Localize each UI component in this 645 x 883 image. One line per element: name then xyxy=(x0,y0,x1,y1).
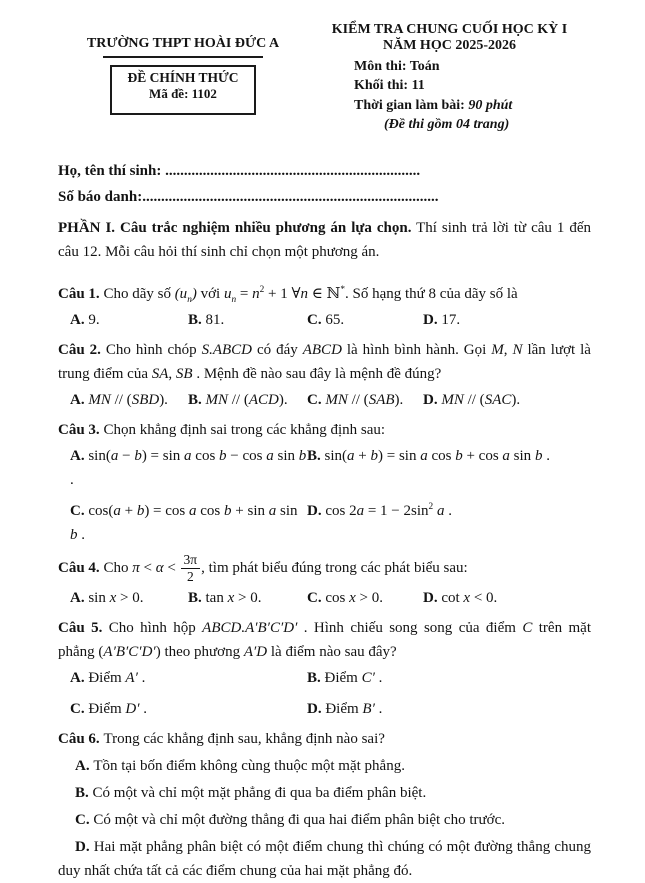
exam-meta xyxy=(354,57,591,134)
text-segment: a xyxy=(110,447,119,464)
text-segment: SA xyxy=(151,365,169,382)
question-number: Câu 6. xyxy=(58,731,104,748)
text-segment: − cos xyxy=(226,447,267,464)
text-segment: N xyxy=(512,341,523,358)
text-segment: 2 xyxy=(259,284,265,295)
text-segment: ABCD xyxy=(302,341,342,358)
school-name: TRƯỜNG THPT HOÀI ĐỨC A xyxy=(86,36,280,51)
question-text xyxy=(58,282,591,306)
text-segment: 9. xyxy=(88,311,100,328)
pages-note: (Đề thi gồm 04 trang) xyxy=(384,116,510,132)
option-a xyxy=(70,388,188,412)
text-segment: ) = sin xyxy=(141,447,185,464)
text-segment: . xyxy=(542,447,550,464)
student-id-dots: ............................................................................... xyxy=(142,188,439,205)
text-segment: ). xyxy=(278,391,288,408)
text-segment: . xyxy=(374,670,383,687)
text-segment: = xyxy=(236,285,253,302)
option-letter: A. xyxy=(70,670,89,687)
question-number: Câu 4. xyxy=(58,559,104,576)
question-1 xyxy=(58,282,591,332)
text-segment: (u xyxy=(174,285,188,302)
text-segment: // ( xyxy=(347,391,369,408)
text-segment: − xyxy=(118,447,135,464)
option-letter: C. xyxy=(307,311,326,328)
option-letter: B. xyxy=(307,670,325,687)
text-segment: cos xyxy=(196,502,225,519)
header-right-block xyxy=(308,22,591,134)
text-segment: Cho hình chóp xyxy=(105,341,202,358)
option-letter: A. xyxy=(70,311,89,328)
text-segment: SBD xyxy=(131,391,160,408)
text-segment: A′ xyxy=(125,670,138,687)
text-segment: 81. xyxy=(205,311,225,328)
text-segment: n xyxy=(231,294,237,305)
text-segment: a xyxy=(502,447,510,464)
option-d xyxy=(423,308,591,332)
text-segment: > 0. xyxy=(234,590,262,607)
text-segment: > 0. xyxy=(116,590,144,607)
text-segment: a xyxy=(266,447,274,464)
option-c xyxy=(307,308,423,332)
options-group xyxy=(70,666,591,721)
duration-value: 90 phút xyxy=(468,97,513,113)
text-segment: ∈ ℕ xyxy=(308,285,341,302)
option-a xyxy=(58,754,591,778)
text-segment: với xyxy=(196,285,224,302)
text-segment: α xyxy=(155,559,164,576)
text-segment: Hai mặt phẳng phân biệt có một điểm chung thì chúng có một đường thẳng chung duy nhất chứa tất cả các điểm chung của hai mặt phẳng đó. xyxy=(58,839,591,880)
option-letter: D. xyxy=(75,839,94,856)
option-b xyxy=(307,444,591,492)
text-segment: Có một và chỉ một mặt phẳng đi qua ba điểm phân biệt. xyxy=(92,785,427,802)
text-segment: b xyxy=(224,502,232,519)
text-segment: cos 2 xyxy=(325,502,357,519)
text-segment: // ( xyxy=(463,391,485,408)
text-segment: D′ xyxy=(125,701,140,718)
option-c xyxy=(307,586,423,610)
text-segment: n xyxy=(187,294,192,305)
text-segment: ) = cos xyxy=(144,502,190,519)
text-segment: u xyxy=(223,285,232,302)
text-segment: + 1 ∀ xyxy=(264,285,301,302)
option-letter: B. xyxy=(188,391,206,408)
option-letter: D. xyxy=(423,590,442,607)
text-segment: + xyxy=(120,502,137,519)
text-segment: trên mặt phẳng ( xyxy=(58,620,591,661)
text-segment: a xyxy=(436,502,445,519)
student-id-line xyxy=(58,186,591,209)
text-segment: + xyxy=(354,447,371,464)
text-segment: + cos xyxy=(462,447,503,464)
text-segment: , xyxy=(503,341,513,358)
text-segment: x xyxy=(349,590,356,607)
text-segment: MN xyxy=(441,391,464,408)
text-segment: n xyxy=(252,285,260,302)
student-id-label: Số báo danh: xyxy=(58,188,143,205)
option-d xyxy=(423,388,591,412)
option-letter: D. xyxy=(423,311,442,328)
option-letter: C. xyxy=(75,812,94,829)
option-c xyxy=(58,808,591,832)
option-b xyxy=(188,586,307,610)
option-letter: A. xyxy=(70,590,89,607)
text-segment: sin( xyxy=(324,447,348,464)
option-letter: B. xyxy=(188,590,206,607)
text-segment: ) xyxy=(191,285,197,302)
text-segment: A′D xyxy=(243,644,268,661)
question-2 xyxy=(58,338,591,412)
exam-header xyxy=(58,22,591,134)
option-letter: D. xyxy=(307,502,326,519)
text-segment: b xyxy=(134,447,142,464)
grade-line: Khối thi: 11 xyxy=(354,78,425,94)
text-segment: a xyxy=(420,447,428,464)
exam-box-title: ĐỀ CHÍNH THỨC xyxy=(127,70,239,85)
text-segment: b xyxy=(219,447,227,464)
question-number: Câu 3. xyxy=(58,421,104,438)
option-c xyxy=(307,388,423,412)
part1-heading-rest: Thí sinh trả lời từ câu 1 đến câu 12. Mỗi câu hỏi thí sinh chỉ chọn một phương án. xyxy=(58,220,591,260)
text-segment: Chọn khẳng định sai trong các khẳng định sau: xyxy=(103,421,386,438)
text-segment: b xyxy=(534,447,543,464)
text-segment: sin xyxy=(88,590,110,607)
text-segment: Có một và chỉ một đường thẳng đi qua hai điểm phân biệt cho trước. xyxy=(93,812,505,829)
text-segment: 17. xyxy=(441,311,461,328)
text-segment: x xyxy=(227,590,235,607)
option-c xyxy=(70,499,307,547)
official-exam-box xyxy=(110,65,256,115)
option-b xyxy=(188,388,307,412)
question-text xyxy=(58,553,591,584)
option-letter: B. xyxy=(75,785,93,802)
option-letter: A. xyxy=(70,447,89,464)
text-segment: a xyxy=(113,502,121,519)
text-segment: = 1 − 2sin xyxy=(364,502,429,519)
text-segment: là điểm nào sau đây? xyxy=(267,644,397,661)
option-letter: B. xyxy=(307,447,325,464)
option-letter: D. xyxy=(423,391,442,408)
text-segment: . xyxy=(444,502,452,519)
text-segment: ). xyxy=(511,391,521,408)
text-segment: SAB xyxy=(368,391,395,408)
text-segment: ABCD.A′B′C′D′ xyxy=(202,620,298,637)
fraction: $\frac{3\pi}{2}$ xyxy=(181,553,201,584)
text-segment: ). xyxy=(394,391,404,408)
student-info xyxy=(58,160,591,208)
option-a xyxy=(70,308,188,332)
text-segment: Cho hình hộp xyxy=(108,620,203,637)
options-group xyxy=(70,444,591,547)
text-segment: . Hình chiếu song song của điểm xyxy=(297,620,523,637)
student-name-label: Họ, tên thí sinh: xyxy=(58,163,166,180)
text-segment: 65. xyxy=(325,311,345,328)
text-segment: b xyxy=(370,447,378,464)
option-letter: A. xyxy=(70,391,89,408)
options-group xyxy=(70,388,591,412)
text-segment: . xyxy=(77,526,85,543)
text-segment: a xyxy=(189,502,197,519)
text-segment: MN xyxy=(88,391,111,408)
text-segment: lần lượt là trung điểm của xyxy=(58,341,591,382)
option-letter: C. xyxy=(307,590,326,607)
text-segment: a xyxy=(184,447,192,464)
text-segment: > 0. xyxy=(355,590,383,607)
exam-title-line2: NĂM HỌC 2025-2026 xyxy=(383,38,516,53)
option-a xyxy=(70,444,307,492)
school-underline xyxy=(103,56,263,58)
part1-heading xyxy=(58,217,591,264)
text-segment: 2 xyxy=(428,501,434,512)
question-5 xyxy=(58,616,591,721)
option-letter: D. xyxy=(307,701,326,718)
text-segment: sin xyxy=(509,447,535,464)
text-segment: x xyxy=(109,590,117,607)
text-segment: π xyxy=(132,559,140,576)
text-segment: SAC xyxy=(484,391,512,408)
option-d xyxy=(58,835,591,883)
text-segment: < 0. xyxy=(470,590,498,607)
text-segment: C′ xyxy=(361,670,375,687)
text-segment: . xyxy=(139,701,148,718)
option-b xyxy=(58,781,591,805)
student-name-dots: .................................................................... xyxy=(165,163,421,180)
text-segment: sin( xyxy=(88,447,111,464)
text-segment: S.ABCD xyxy=(201,341,253,358)
text-segment: có đáy xyxy=(252,341,303,358)
option-c xyxy=(70,697,307,721)
text-segment: cos xyxy=(427,447,456,464)
option-letter: C. xyxy=(70,701,89,718)
text-segment: b xyxy=(455,447,463,464)
question-text xyxy=(58,727,591,751)
text-segment: ACD xyxy=(248,391,279,408)
part1-heading-bold: PHẦN I. Câu trắc nghiệm nhiều phương án lựa chọn. xyxy=(58,220,412,237)
text-segment: cos xyxy=(325,590,350,607)
subject-line: Môn thi: Toán xyxy=(354,59,440,74)
question-number: Câu 2. xyxy=(58,341,106,358)
text-segment: Cho dãy số xyxy=(103,285,175,302)
text-segment: cot xyxy=(441,590,464,607)
text-segment: cos( xyxy=(88,502,114,519)
text-segment: SB xyxy=(175,365,193,382)
option-letter: B. xyxy=(188,311,206,328)
text-segment: < xyxy=(163,559,180,576)
question-3 xyxy=(58,418,591,547)
option-b xyxy=(188,308,307,332)
text-segment: . xyxy=(374,701,383,718)
text-segment: Điểm xyxy=(88,670,126,687)
text-segment: , tìm phát biểu đúng trong các phát biểu sau: xyxy=(201,559,468,576)
text-segment: b xyxy=(298,447,307,464)
text-segment: < xyxy=(139,559,156,576)
text-segment: A′B′C′D′ xyxy=(103,644,156,661)
text-segment: ) theo phương xyxy=(155,644,244,661)
text-segment: . Mệnh đề nào sau đây là mệnh đề đúng? xyxy=(192,365,442,382)
option-a xyxy=(70,586,188,610)
question-text xyxy=(58,418,591,442)
text-segment: a xyxy=(356,502,365,519)
text-segment: MN xyxy=(205,391,229,408)
text-segment: x xyxy=(463,590,471,607)
question-text xyxy=(58,338,591,386)
option-d xyxy=(423,586,591,610)
question-text xyxy=(58,616,591,664)
text-segment: n xyxy=(300,285,308,302)
option-letter: C. xyxy=(70,502,89,519)
text-segment: M xyxy=(491,341,504,358)
text-segment: . xyxy=(137,670,146,687)
text-segment: Điểm xyxy=(324,670,362,687)
text-segment: // ( xyxy=(110,391,132,408)
text-segment: C xyxy=(522,620,533,637)
text-segment: a xyxy=(347,447,355,464)
option-d xyxy=(307,499,591,547)
text-segment: b xyxy=(70,526,78,543)
options-group xyxy=(70,308,591,332)
option-letter: A. xyxy=(75,758,94,775)
duration-label: Thời gian làm bài: xyxy=(354,97,469,113)
exam-code: Mã đề: 1102 xyxy=(149,86,217,101)
text-segment: tan xyxy=(205,590,228,607)
question-6 xyxy=(58,727,591,883)
question-4 xyxy=(58,553,591,610)
text-segment: , xyxy=(168,365,176,382)
text-segment: . Số hạng thứ 8 của dãy số là xyxy=(344,285,518,302)
text-segment: + sin xyxy=(231,502,269,519)
text-segment: Trong các khẳng định sau, khẳng định nào sai? xyxy=(103,731,385,748)
option-a xyxy=(70,666,307,690)
options-group xyxy=(70,586,591,610)
question-number: Câu 1. xyxy=(58,285,104,302)
text-segment: B′ xyxy=(362,701,375,718)
text-segment: * xyxy=(340,284,345,295)
question-number: Câu 5. xyxy=(58,620,109,637)
text-segment: . xyxy=(70,471,74,488)
duration-line xyxy=(354,96,591,115)
option-d xyxy=(307,697,591,721)
header-left-block xyxy=(58,22,308,134)
text-segment: // ( xyxy=(228,391,249,408)
options-group xyxy=(58,754,591,883)
exam-title-line1: KIỂM TRA CHUNG CUỐI HỌC KỲ I xyxy=(331,22,568,37)
text-segment: Điểm xyxy=(325,701,363,718)
text-segment: Tồn tại bốn điểm không cùng thuộc một mặt phẳng. xyxy=(93,758,405,775)
text-segment: Điểm xyxy=(88,701,126,718)
option-letter: C. xyxy=(307,391,326,408)
option-b xyxy=(307,666,591,690)
text-segment: sin xyxy=(273,447,299,464)
text-segment: b xyxy=(136,502,145,519)
questions xyxy=(58,282,591,883)
text-segment: sin xyxy=(276,502,298,519)
text-segment: MN xyxy=(325,391,348,408)
text-segment: ) = sin xyxy=(377,447,421,464)
text-segment: là hình bình hành. Gọi xyxy=(341,341,492,358)
student-name-line xyxy=(58,160,591,183)
text-segment: Cho xyxy=(103,559,133,576)
text-segment: cos xyxy=(191,447,220,464)
text-segment: ). xyxy=(159,391,168,408)
text-segment: a xyxy=(268,502,277,519)
